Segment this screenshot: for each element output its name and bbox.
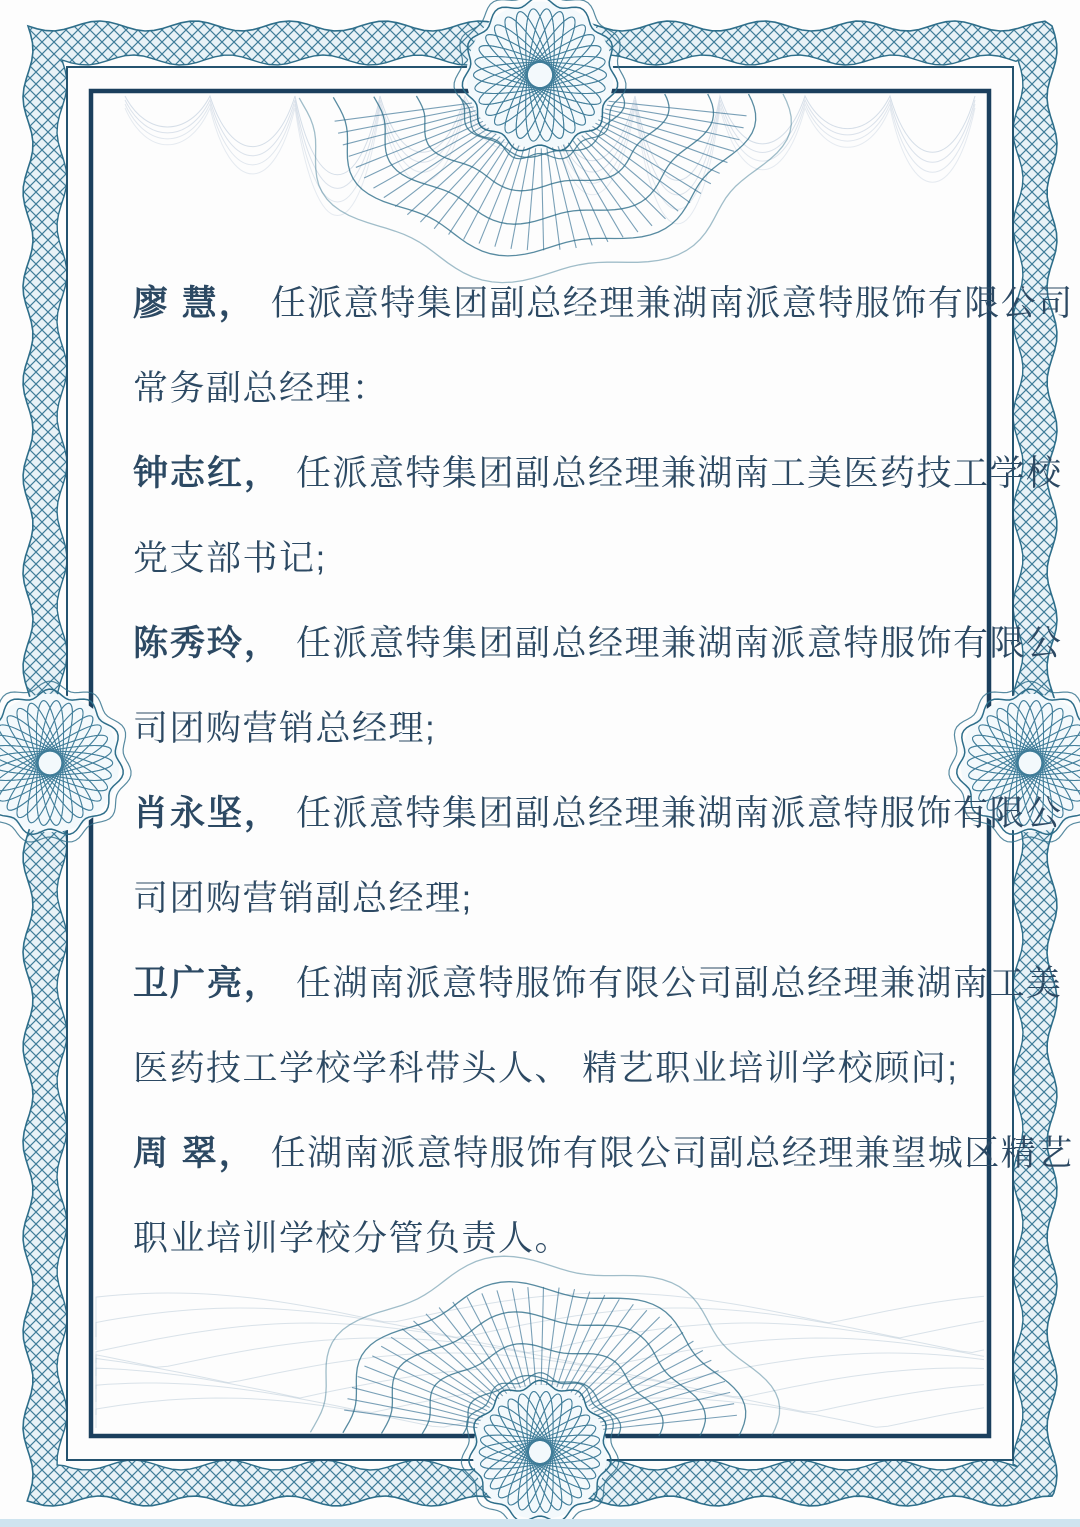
- appointment-line: [133, 856, 993, 941]
- person-name: 卫广亮，: [133, 964, 282, 1003]
- appointment-detail: 医药技工学校学科带头人、 精艺职业培训学校顾问;: [133, 1049, 959, 1088]
- appointment-detail: 任派意特集团副总经理兼湖南派意特服饰有限公司: [270, 284, 1074, 323]
- appointment-text-block: [133, 261, 1074, 1281]
- appointment-line: [133, 941, 1063, 1026]
- appointment-line: [133, 516, 993, 601]
- appointment-line: [133, 346, 993, 431]
- person-name: 周 翠，: [133, 1134, 256, 1173]
- appointment-line: [133, 771, 1063, 856]
- appointment-line: [133, 686, 993, 771]
- appointment-detail: 任派意特集团副总经理兼湖南派意特服饰有限公: [296, 794, 1063, 833]
- appointment-detail: 任湖南派意特服饰有限公司副总经理兼湖南工美: [296, 964, 1063, 1003]
- appointment-line: [133, 1111, 1074, 1196]
- appointment-detail: 任派意特集团副总经理兼湖南派意特服饰有限公: [296, 624, 1063, 663]
- appointment-line: [133, 261, 1074, 346]
- person-name: 钟志红，: [133, 454, 282, 493]
- appointment-detail: 任派意特集团副总经理兼湖南工美医药技工学校: [296, 454, 1063, 493]
- person-name: 陈秀玲，: [133, 624, 282, 663]
- person-name: 肖永坚，: [133, 794, 282, 833]
- appointment-detail: 任湖南派意特服饰有限公司副总经理兼望城区精艺: [270, 1134, 1074, 1173]
- appointment-detail: 职业培训学校分管负责人。: [133, 1219, 572, 1258]
- appointment-line: [133, 601, 1063, 686]
- appointment-detail: 常务副总经理：: [133, 369, 389, 408]
- appointment-detail: 司团购营销副总经理;: [133, 879, 473, 918]
- person-name: 廖 慧，: [133, 284, 256, 323]
- appointment-line: [133, 431, 1063, 516]
- appointment-detail: 党支部书记;: [133, 539, 327, 578]
- appointment-line: [133, 1026, 993, 1111]
- appointment-detail: 司团购营销总经理;: [133, 709, 437, 748]
- appointment-line: [133, 1196, 993, 1281]
